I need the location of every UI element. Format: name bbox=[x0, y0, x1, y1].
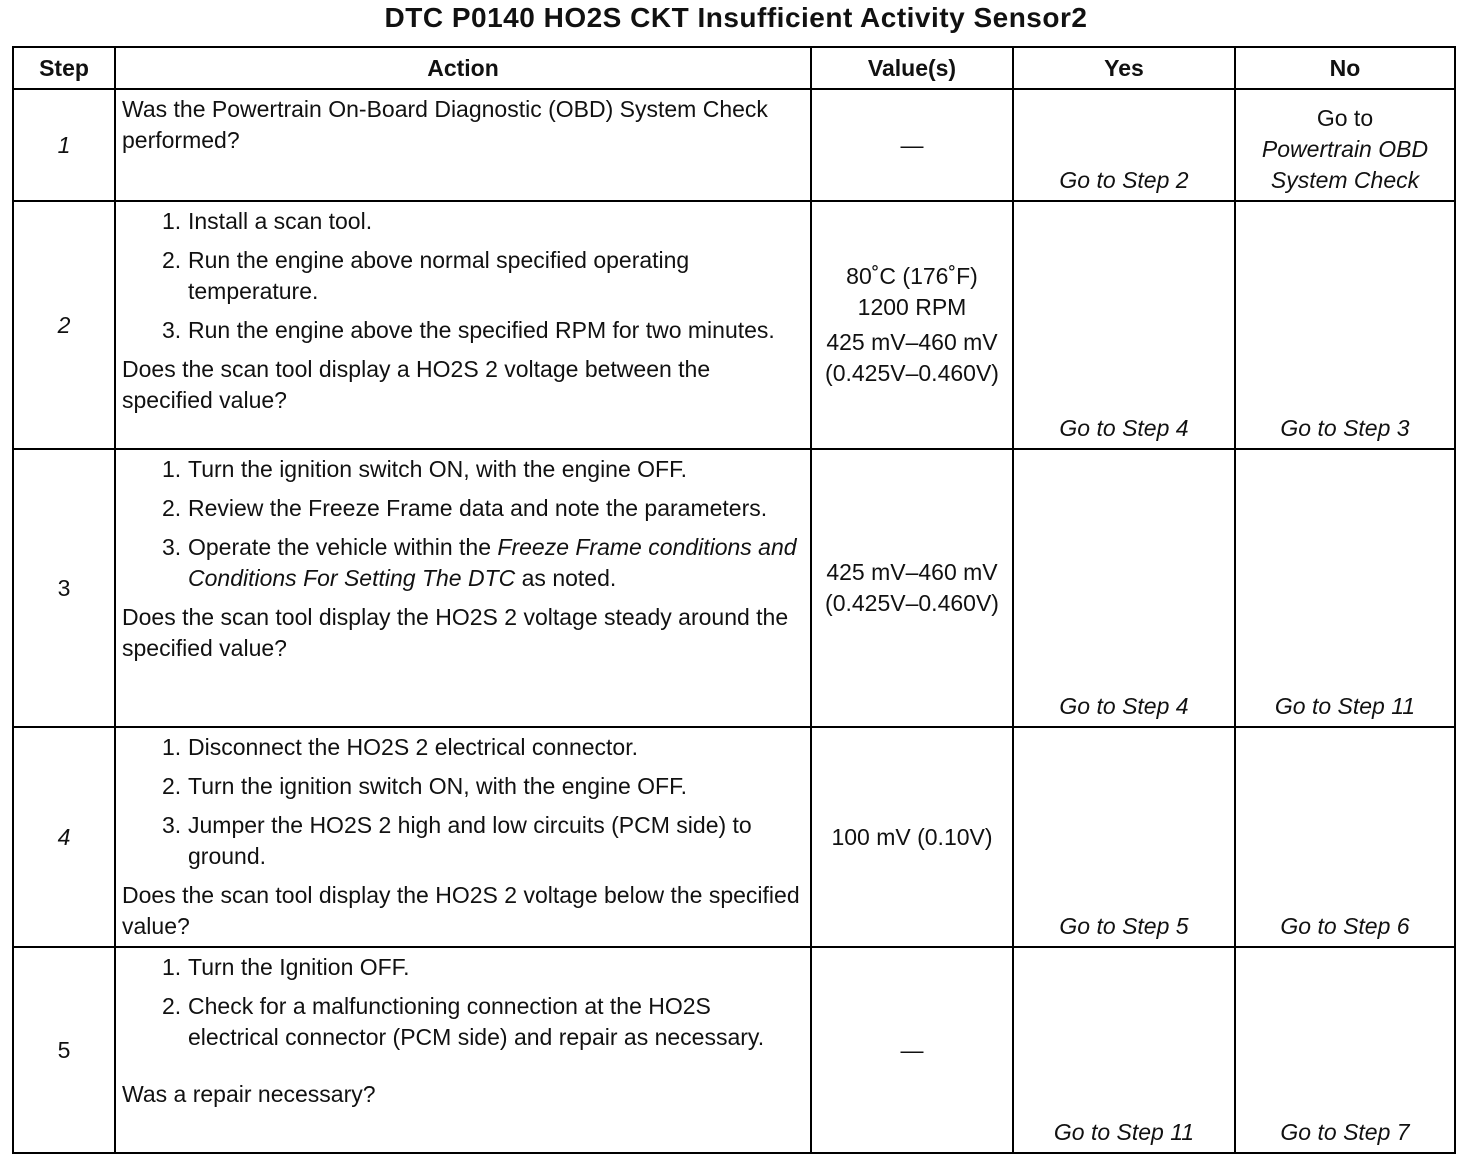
action-cell bbox=[115, 449, 811, 727]
action-question: Does the scan tool display the HO2S 2 voltage below the specified value? bbox=[122, 882, 800, 939]
action-step-list bbox=[122, 732, 802, 872]
action-step-list bbox=[122, 206, 802, 346]
action-cell bbox=[115, 727, 811, 947]
list-item-number: 3. bbox=[162, 534, 182, 560]
table-row-step-1 bbox=[13, 89, 1455, 201]
value-cell bbox=[811, 201, 1013, 449]
list-item-number: 2. bbox=[162, 495, 182, 521]
list-item bbox=[162, 454, 802, 485]
list-item-text: Turn the Ignition OFF. bbox=[188, 954, 410, 980]
table-row-step-4 bbox=[13, 727, 1455, 947]
value-cell: 100 mV (0.10V) bbox=[811, 727, 1013, 947]
list-item-number: 3. bbox=[162, 812, 182, 838]
no-cell: Go to Step 6 bbox=[1235, 727, 1455, 947]
list-item-number: 2. bbox=[162, 247, 182, 273]
table-row-step-2 bbox=[13, 201, 1455, 449]
no-lead-text: Go to bbox=[1316, 105, 1374, 131]
value-voltage-v: (0.425V–0.460V) bbox=[825, 360, 999, 386]
list-item-text: Install a scan tool. bbox=[188, 208, 373, 234]
table-header-row bbox=[13, 47, 1455, 89]
value-temperature: 80˚C (176˚F) bbox=[846, 263, 978, 289]
list-item-text: Run the engine above the specified RPM for two minutes. bbox=[188, 317, 775, 343]
list-item-number: 2. bbox=[162, 773, 182, 799]
yes-cell: Go to Step 2 bbox=[1013, 89, 1235, 201]
list-item bbox=[162, 732, 802, 763]
list-item-number: 1. bbox=[162, 954, 182, 980]
value-voltage-mv: 425 mV–460 mV bbox=[826, 329, 998, 355]
action-cell bbox=[115, 201, 811, 449]
list-item-text: Turn the ignition switch ON, with the engine OFF. bbox=[188, 773, 687, 799]
page-title: DTC P0140 HO2S CKT Insufficient Activity Sensor2 bbox=[384, 2, 1088, 33]
list-item bbox=[162, 991, 802, 1053]
action-step-list bbox=[122, 952, 802, 1053]
list-item-number: 3. bbox=[162, 317, 182, 343]
no-cell bbox=[1235, 89, 1455, 201]
step-number: 1 bbox=[13, 89, 115, 201]
no-cell: Go to Step 11 bbox=[1235, 449, 1455, 727]
list-item bbox=[162, 493, 802, 524]
table-row-step-5 bbox=[13, 947, 1455, 1153]
header-yes: Yes bbox=[1013, 47, 1235, 89]
list-item-text: Disconnect the HO2S 2 electrical connector. bbox=[188, 734, 639, 760]
step-number: 4 bbox=[13, 727, 115, 947]
table-row-step-3 bbox=[13, 449, 1455, 727]
yes-cell: Go to Step 11 bbox=[1013, 947, 1235, 1153]
list-item-text: Jumper the HO2S 2 high and low circuits (PCM side) to ground. bbox=[188, 812, 752, 869]
step-number: 5 bbox=[13, 947, 115, 1153]
action-step-list bbox=[122, 454, 802, 594]
list-item-text: Run the engine above normal specified operating temperature. bbox=[188, 247, 690, 304]
value-cell bbox=[811, 449, 1013, 727]
yes-cell: Go to Step 4 bbox=[1013, 449, 1235, 727]
list-item-text: Operate the vehicle within the bbox=[188, 534, 498, 560]
action-question: Does the scan tool display the HO2S 2 voltage steady around the specified value? bbox=[122, 604, 789, 661]
value-voltage-v: (0.425V–0.460V) bbox=[825, 590, 999, 616]
header-step: Step bbox=[13, 47, 115, 89]
list-item-number: 1. bbox=[162, 456, 182, 482]
action-question: Does the scan tool display a HO2S 2 voltage between the specified value? bbox=[122, 356, 711, 413]
yes-cell: Go to Step 5 bbox=[1013, 727, 1235, 947]
action-question: Was a repair necessary? bbox=[122, 1081, 376, 1107]
action-cell bbox=[115, 89, 811, 201]
no-cell: Go to Step 3 bbox=[1235, 201, 1455, 449]
value-cell: — bbox=[811, 89, 1013, 201]
list-item-number: 1. bbox=[162, 734, 182, 760]
action-question: Was the Powertrain On-Board Diagnostic (OBD) System Check performed? bbox=[122, 96, 768, 153]
list-item bbox=[162, 810, 802, 872]
step-number: 3 bbox=[13, 449, 115, 727]
list-item bbox=[162, 315, 802, 346]
list-item bbox=[162, 771, 802, 802]
no-cell: Go to Step 7 bbox=[1235, 947, 1455, 1153]
list-item-emphasis: Freeze Frame conditions and Conditions For Setting The DTC bbox=[188, 534, 797, 591]
diagnostic-table bbox=[12, 46, 1456, 1154]
list-item-number: 2. bbox=[162, 993, 182, 1019]
value-cell: — bbox=[811, 947, 1013, 1153]
list-item bbox=[162, 245, 802, 307]
list-item-text: Turn the ignition switch ON, with the engine OFF. bbox=[188, 456, 687, 482]
no-target: Powertrain OBD System Check bbox=[1261, 136, 1429, 193]
action-cell bbox=[115, 947, 811, 1153]
list-item-number: 1. bbox=[162, 208, 182, 234]
step-number: 2 bbox=[13, 201, 115, 449]
header-values: Value(s) bbox=[811, 47, 1013, 89]
header-action: Action bbox=[115, 47, 811, 89]
yes-cell: Go to Step 4 bbox=[1013, 201, 1235, 449]
list-item bbox=[162, 206, 802, 237]
header-no: No bbox=[1235, 47, 1455, 89]
list-item bbox=[162, 532, 802, 594]
list-item-text: as noted. bbox=[515, 565, 617, 591]
list-item-text: Check for a malfunctioning connection at the HO2S electrical connector (PCM side) and repair as necessary. bbox=[188, 993, 765, 1050]
list-item-text: Review the Freeze Frame data and note the parameters. bbox=[188, 495, 768, 521]
list-item bbox=[162, 952, 802, 983]
value-rpm: 1200 RPM bbox=[857, 294, 967, 320]
value-voltage-mv: 425 mV–460 mV bbox=[826, 559, 998, 585]
